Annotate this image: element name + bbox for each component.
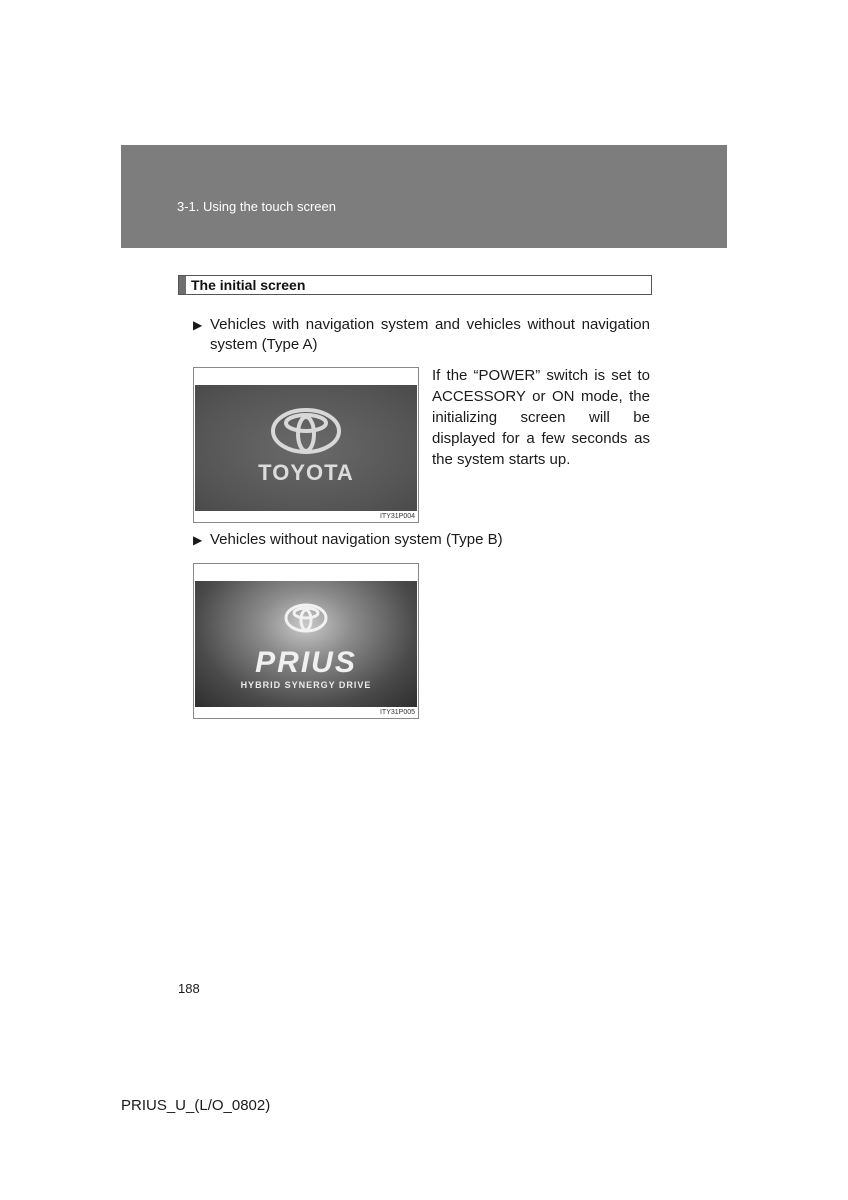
- toyota-emblem-icon: [284, 603, 328, 633]
- breadcrumb: 3-1. Using the touch screen: [177, 199, 336, 214]
- prius-wordmark: PRIUS: [255, 646, 357, 679]
- page-number: 188: [178, 981, 200, 996]
- initial-screen-type-a: [195, 385, 417, 511]
- bullet-type-b-text: Vehicles without navigation system (Type B): [210, 531, 503, 548]
- figure-code: ITY31P004: [379, 513, 415, 520]
- bullet-type-a-text: Vehicles with navigation system and vehicles without navigation system (Type A): [210, 316, 650, 353]
- initial-screen-type-b: [195, 581, 417, 707]
- bullet-type-a: [193, 315, 650, 355]
- chapter-header-band: [121, 145, 727, 248]
- section-heading-text: The initial screen: [191, 277, 306, 293]
- figure-type-b: [193, 563, 419, 719]
- toyota-emblem-icon: [270, 407, 342, 455]
- toyota-wordmark: TOYOTA: [258, 460, 354, 485]
- figure-type-a: [193, 367, 419, 523]
- triangle-bullet-icon: ▶: [193, 533, 203, 547]
- bullet-type-b: [193, 530, 650, 550]
- initial-screen-description: If the “POWER” switch is set to ACCESSORY or ON mode, the initializing screen will be displayed for a few seconds as the system starts up.: [432, 367, 650, 468]
- section-heading: [178, 275, 652, 295]
- figure-code: ITY31P005: [379, 709, 415, 716]
- document-id: PRIUS_U_(L/O_0802): [121, 1097, 271, 1114]
- hybrid-synergy-drive-tagline: HYBRID SYNERGY DRIVE: [240, 680, 372, 690]
- section-heading-tab: [179, 276, 186, 294]
- triangle-bullet-icon: ▶: [193, 318, 203, 332]
